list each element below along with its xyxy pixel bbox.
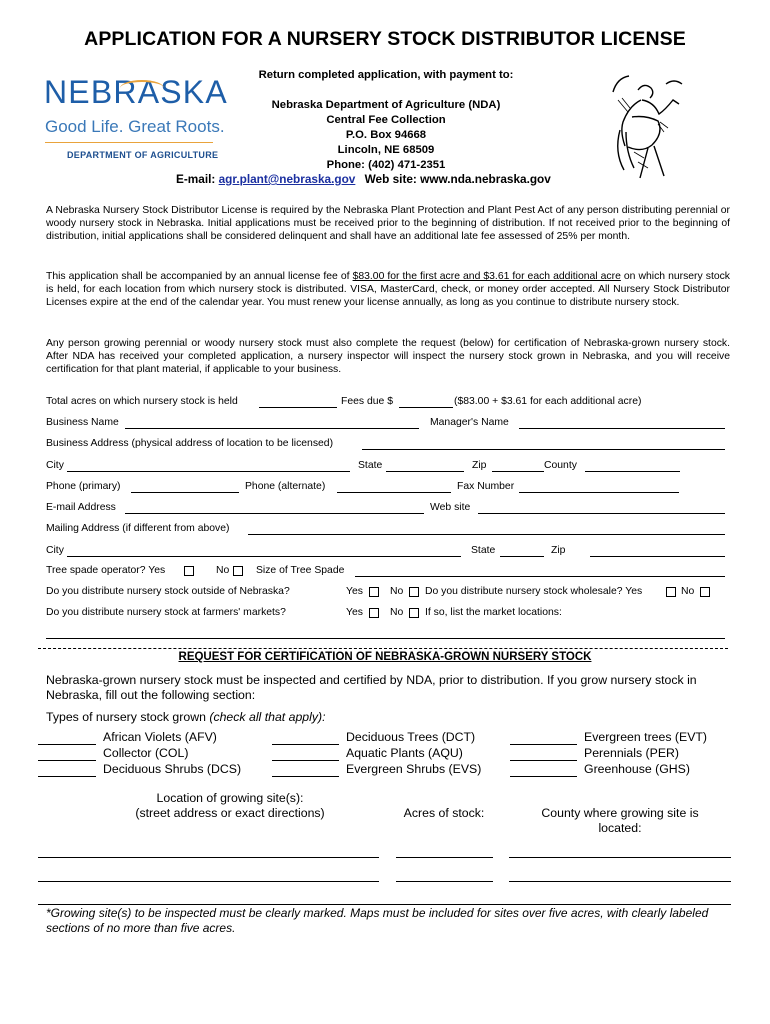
type-label-afv: African Violets (AFV) (103, 730, 217, 744)
fee-amount: $83.00 for the first acre and $3.61 for each additional acre (352, 271, 621, 282)
outside-yes-checkbox[interactable] (369, 587, 379, 597)
fax-label: Fax Number (457, 481, 515, 492)
type-blank-afv[interactable] (38, 744, 96, 745)
return-instruction: Return completed application, with payment to: (258, 69, 514, 81)
type-blank-per[interactable] (510, 760, 577, 761)
outside-nebraska-question: Do you distribute nursery stock outside of Nebraska? (46, 586, 290, 597)
type-label-dcs: Deciduous Shrubs (DCS) (103, 762, 242, 776)
email-label: E-mail: (176, 172, 216, 186)
mailing-zip-field[interactable] (590, 556, 725, 557)
intro-paragraph-license: A Nebraska Nursery Stock Distributor License is required by the Nebraska Plant Protection and Plant Pest Act of any person distributing perennial or woody nursery stock in Nebraska. Initial applications must be received prior to the beginning of distribution. If not received prior to the beginning of distribution, initial applications shall be considered delinquent and shall have an additional late fee assessed of 25% per month. (46, 205, 730, 242)
website-text: Web site: www.nda.nebraska.gov (364, 172, 551, 186)
phone-alternate-label: Phone (alternate) (245, 481, 326, 492)
location-field-3[interactable] (38, 904, 731, 905)
outside-no-label: No (390, 586, 404, 597)
mailing-city-field[interactable] (67, 556, 461, 557)
type-label-col: Collector (COL) (103, 746, 189, 760)
contact-city: Lincoln, NE 68509 (337, 144, 435, 156)
mailing-address-field[interactable] (248, 534, 725, 535)
fees-due-field[interactable] (399, 407, 453, 408)
tree-spade-size-label: Size of Tree Spade (256, 565, 345, 576)
phone-alternate-field[interactable] (337, 492, 451, 493)
acres-column-header: Acres of stock: (403, 806, 485, 820)
logo-slogan: Good Life. Great Roots. (45, 117, 225, 136)
county-field-1[interactable] (509, 857, 731, 858)
location-column-header: Location of growing site(s): (street address or exact directions) (135, 791, 325, 820)
fees-note: ($83.00 + $3.61 for each additional acre) (454, 396, 642, 407)
contact-unit: Central Fee Collection (326, 114, 446, 126)
county-field-2[interactable] (509, 881, 731, 882)
managers-name-label: Manager's Name (430, 417, 509, 428)
market-locations-label: If so, list the market locations: (425, 607, 562, 618)
type-label-evs: Evergreen Shrubs (EVS) (346, 762, 482, 776)
contact-email-web (176, 172, 551, 186)
type-blank-dct[interactable] (272, 744, 339, 745)
mailing-state-label: State (471, 545, 496, 556)
sower-illustration (608, 72, 690, 182)
phone-primary-label: Phone (primary) (46, 481, 121, 492)
fee-text-pre: This application shall be accompanied by an annual license fee of (46, 271, 353, 282)
logo-wordmark: NEBRASKA (44, 74, 228, 110)
tree-spade-question: Tree spade operator? Yes (46, 565, 166, 576)
types-instruction (46, 710, 326, 725)
farmers-market-question: Do you distribute nursery stock at farmers' markets? (46, 607, 286, 618)
type-blank-evt[interactable] (510, 744, 577, 745)
mailing-address-label: Mailing Address (if different from above) (46, 523, 230, 534)
contact-org: Nebraska Department of Agriculture (NDA) (271, 99, 501, 111)
type-label-aqu: Aquatic Plants (AQU) (346, 746, 463, 760)
state-label: State (358, 460, 383, 471)
logo-arc (120, 80, 164, 96)
tree-spade-yes-checkbox[interactable] (184, 566, 194, 576)
type-label-dct: Deciduous Trees (DCT) (346, 730, 476, 744)
zip-label: Zip (472, 460, 487, 471)
certification-heading: REQUEST FOR CERTIFICATION OF NEBRASKA-GROWN NURSERY STOCK (178, 651, 592, 663)
types-hint: (check all that apply): (209, 710, 326, 724)
outside-no-checkbox[interactable] (409, 587, 419, 597)
wholesale-question: Do you distribute nursery stock wholesale? Yes (425, 586, 643, 597)
wholesale-yes-checkbox[interactable] (666, 587, 676, 597)
city-field[interactable] (67, 471, 350, 472)
business-address-label: Business Address (physical address of location to be licensed) (46, 438, 334, 449)
fee-text-post: on which nursery stock is held, for each location from which nursery stock is distributed. VISA, MasterCard, check, or money order accepted. All Nursery Stock Distributor Licenses expire at the end of the calendar year. You must renew your license annually, as long as you continue to distribute nursery stock. (46, 271, 730, 308)
county-field[interactable] (585, 471, 680, 472)
website-field[interactable] (478, 513, 725, 514)
certification-intro: Nebraska-grown nursery stock must be inspected and certified by NDA, prior to distribution. If you grow nursery stock in Nebraska, fill out the following section: (46, 673, 697, 702)
city-label: City (46, 460, 64, 471)
email-address-label: E-mail Address (46, 502, 116, 513)
logo-department: DEPARTMENT OF AGRICULTURE (67, 150, 219, 160)
type-label-ghs: Greenhouse (GHS) (584, 762, 690, 776)
growing-site-note: *Growing site(s) to be inspected must be clearly marked. Maps must be included for sites over five acres, with clearly labeled sections of no more than five acres. (46, 906, 709, 935)
contact-po-box: P.O. Box 94668 (345, 129, 427, 141)
total-acres-label: Total acres on which nursery stock is held (46, 396, 238, 407)
types-label: Types of nursery stock grown (46, 710, 210, 724)
email-address-field[interactable] (125, 513, 424, 514)
tree-spade-no-checkbox[interactable] (233, 566, 243, 576)
outside-yes-label: Yes (346, 586, 363, 597)
acres-field-2[interactable] (396, 881, 493, 882)
state-field[interactable] (386, 471, 464, 472)
type-blank-dcs[interactable] (38, 776, 96, 777)
managers-name-field[interactable] (519, 428, 725, 429)
farmers-yes-label: Yes (346, 607, 363, 618)
fax-field[interactable] (519, 492, 679, 493)
business-address-field[interactable] (362, 449, 725, 450)
type-blank-aqu[interactable] (272, 760, 339, 761)
phone-primary-field[interactable] (131, 492, 239, 493)
zip-field[interactable] (492, 471, 544, 472)
farmers-yes-checkbox[interactable] (369, 608, 379, 618)
tree-spade-no-label: No (216, 565, 230, 576)
farmers-no-label: No (390, 607, 404, 618)
section-divider (38, 648, 728, 649)
type-label-evt: Evergreen trees (EVT) (584, 730, 708, 744)
type-blank-col[interactable] (38, 760, 96, 761)
business-name-field[interactable] (125, 428, 419, 429)
mailing-zip-label: Zip (551, 545, 566, 556)
email-link[interactable]: agr.plant@nebraska.gov (218, 172, 356, 186)
acres-field-1[interactable] (396, 857, 493, 858)
page-title: APPLICATION FOR A NURSERY STOCK DISTRIBUTOR LICENSE (84, 28, 686, 50)
intro-paragraph-certification: Any person growing perennial or woody nursery stock must also complete the request (below) for certification of Nebraska-grown nursery stock. After NDA has received your completed application, a nursery inspector will inspect the nursery stock grown in Nebraska, and you will receive certification for that plant material, if applicable to your business. (46, 338, 730, 375)
location-field-2[interactable] (38, 881, 379, 882)
mailing-city-label: City (46, 545, 64, 556)
location-field-1[interactable] (38, 857, 379, 858)
business-name-label: Business Name (46, 417, 119, 428)
wholesale-no-checkbox[interactable] (700, 587, 710, 597)
county-column-header: County where growing site is located: (541, 806, 699, 835)
fees-due-label: Fees due $ (341, 396, 393, 407)
total-acres-field[interactable] (259, 407, 337, 408)
market-locations-field[interactable] (46, 638, 725, 639)
wholesale-no-label: No (681, 586, 695, 597)
tree-spade-size-field[interactable] (355, 576, 725, 577)
type-blank-ghs[interactable] (510, 776, 577, 777)
type-blank-evs[interactable] (272, 776, 339, 777)
intro-paragraph-fee (46, 271, 730, 310)
website-label: Web site (430, 502, 471, 513)
mailing-state-field[interactable] (500, 556, 544, 557)
contact-phone: Phone: (402) 471-2351 (326, 159, 446, 171)
farmers-no-checkbox[interactable] (409, 608, 419, 618)
county-label: County (544, 460, 577, 471)
type-label-per: Perennials (PER) (584, 746, 679, 760)
